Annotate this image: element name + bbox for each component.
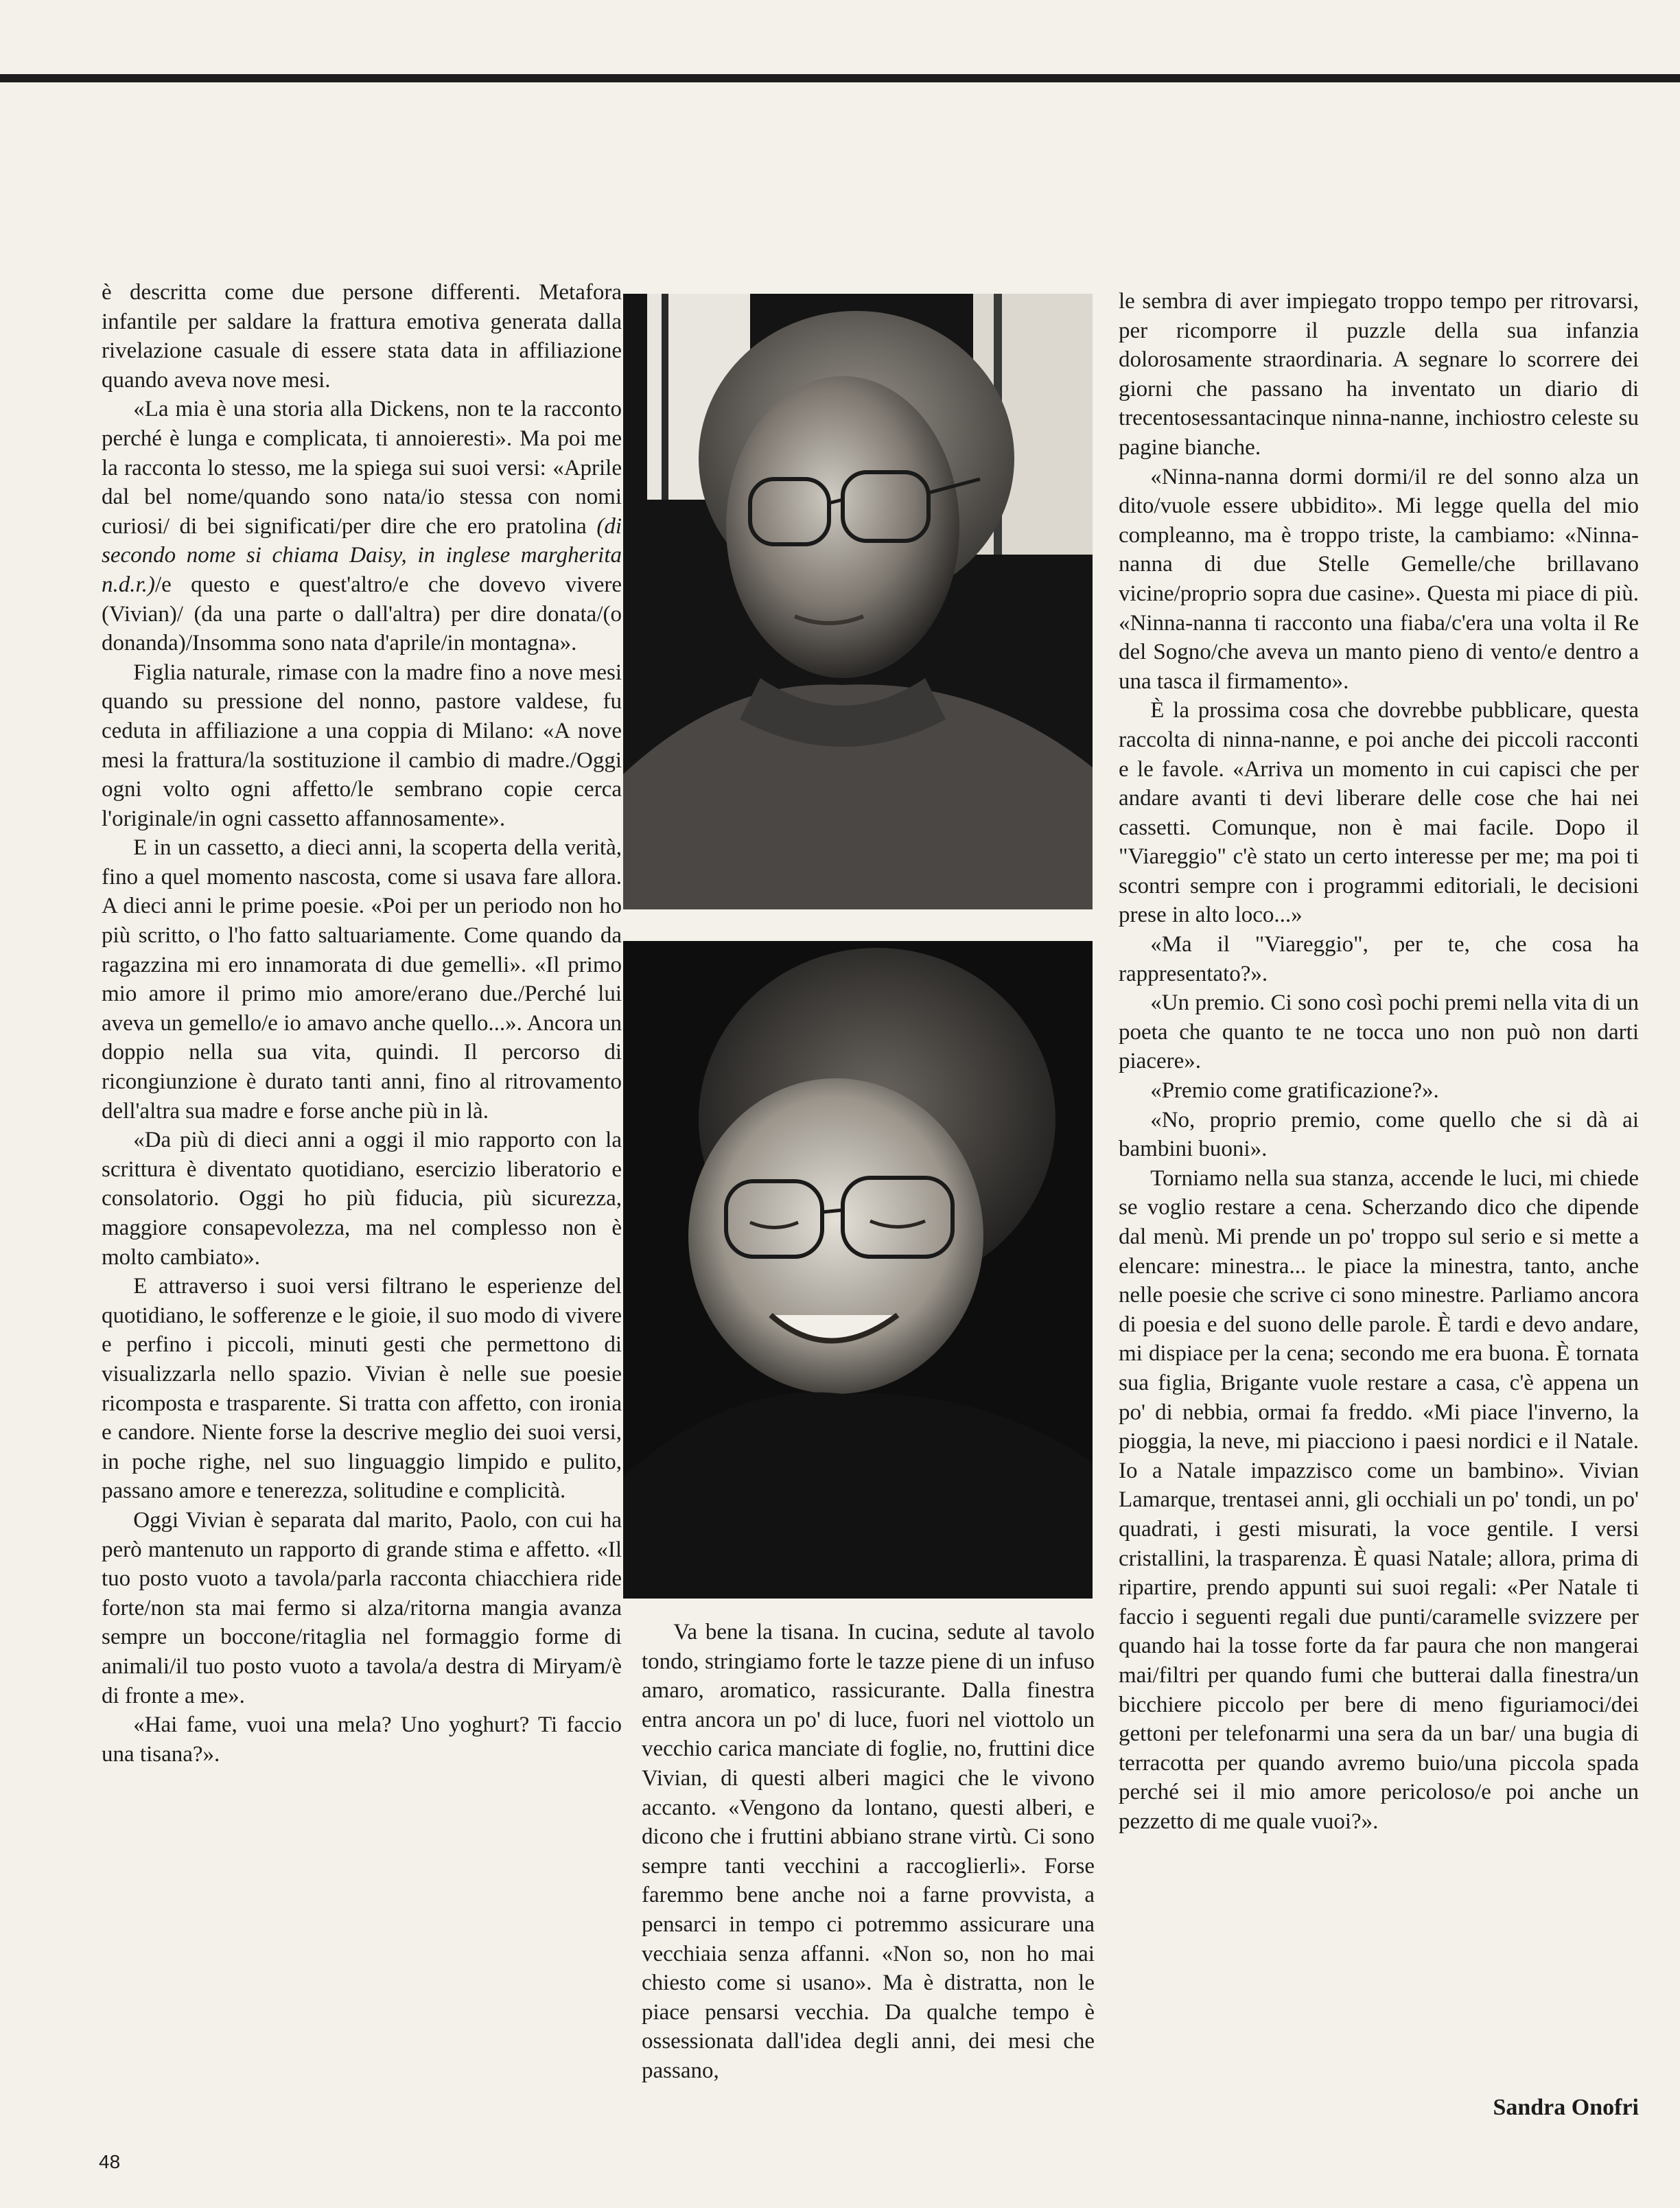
- paragraph: È la prossima cosa che dovrebbe pubblicare, questa raccolta di ninna-nanne, e poi anche dei piccoli racconti e le favole. «Arriva un momento in cui capisci che per andare avanti ti devi liberare delle cose che hai nei cassetti. Comunque, non è mai facile. Dopo il "Viareggio" c'è stato un certo interesse per me; ma poi ti scontri sempre con i programmi editoriali, le decisioni prese in alto loco...»: [1119, 698, 1639, 928]
- article-column-right: [1119, 287, 1639, 1836]
- article-column-middle: [642, 1618, 1095, 2086]
- paragraph: è descritta come due persone differenti. Metafora infantile per saldare la frattura emotiva generata dalla rivelazione casuale di essere stata data in affiliazione quando aveva nove mesi.: [102, 280, 622, 393]
- paragraph: le sembra di aver impiegato troppo tempo per ritrovarsi, per ricomporre il puzzle della sua infanzia dolorosamente straordinaria. A segnare lo scorrere dei giorni che passano ha inventato un diario di trecentosessantacinque ninna-nanne, inchiostro celeste su pagine bianche.: [1119, 289, 1639, 460]
- author-signature: Sandra Onofri: [1493, 2095, 1639, 2120]
- paragraph: E attraverso i suoi versi filtrano le esperienze del quotidiano, le sofferenze e le gioie, il suo modo di vivere e perfino i piccoli, minuti gesti che permettono di visualizzarla nello spazio. Vivian è nelle sue poesie ricomposta e trasparente. Si tratta con affetto, con ironia e candore. Niente forse la descrive meglio dei suoi versi, in poche righe, nel suo linguaggio limpido e pulito, passano amore e tenerezza, solitudine e complicità.: [102, 1274, 622, 1504]
- paragraph: «Premio come gratificazione?».: [1150, 1078, 1439, 1104]
- editor-note: (di secondo nome si chiama Daisy, in inglese margherita n.d.r.): [102, 513, 622, 597]
- paragraph: «Ninna-nanna dormi dormi/il re del sonno alza un dito/vuole essere ubbidito». Mi legge quella del mio compleanno, ma è troppo triste, la cambiamo: «Ninna-nanna di due Stelle Gemelle/che brillavano vicine/proprio sopra due casine». Questa mi piace di più. «Ninna-nanna ti racconto una fiaba/c'era una volta il Re del Sogno/che aveva un manto pieno di vento/e dentro a una tasca il firmamento».: [1119, 464, 1639, 694]
- paragraph: E in un cassetto, a dieci anni, la scoperta della verità, fino a quel momento nascosta, come si usava fare allora. A dieci anni le prime poesie. «Poi per un periodo non ho più scritto, o l'ho fatto saltuariamente. Come quando da ragazzina mi ero innamorata di due gemelli». «Il primo mio amore il primo mio amore/erano due./Perché lui aveva un gemello/e io amavo anche quello...». Ancora un doppio nella sua vita, quindi. Il percorso di ricongiunzione è durato tanti anni, fino al ritrovamento dell'altra sua madre e forse anche più in là.: [102, 835, 622, 1124]
- paragraph: «Hai fame, vuoi una mela? Uno yoghurt? Ti faccio una tisana?».: [102, 1712, 622, 1767]
- paragraph: Oggi Vivian è separata dal marito, Paolo, con cui ha però mantenuto un rapporto di grande stima e affetto. «Il tuo posto vuoto a tavola/parla racconta chiacchiera ride forte/non sta mai fermo si alza/ritorna mangia avanza sempre un boccone/ritaglia nel formaggio forme di animali/il tuo posto vuoto a tavola/a destra di Miryam/è di fronte a me».: [102, 1507, 622, 1708]
- paragraph: Va bene la tisana. In cucina, sedute al tavolo tondo, stringiamo forte le tazze piene di un infuso amaro, aromatico, rassicurante. Dalla finestra entra ancora un po' di luce, fuori nel viottolo un vecchio carica manciate di foglie, no, fruttini dice Vivian, di questi alberi magici che le vivono accanto. «Vengono da lontano, questi alberi, e dicono che i fruttini abbiano strane virtù. Ci sono sempre tanti vecchini a raccoglierli». Forse faremmo bene anche noi a farne provvista, a pensarci in tempo ci potremmo assicurare una vecchiaia senza affanni. «Non so, non ho mai chiesto come si usano». Ma è distratta, non le piace pensarsi vecchia. Da qualche tempo è ossessionata dall'idea degli anni, dei mesi che passano,: [642, 1620, 1095, 2083]
- top-rule: [0, 74, 1680, 82]
- paragraph: Figlia naturale, rimase con la madre fino a nove mesi quando su pressione del nonno, pastore valdese, fu ceduta in affiliazione a una coppia di Milano: «A nove mesi la frattura/la sostituzione il cambio di madre./Oggi ogni volto ogni affetto/le sembrano copie cerca l'originale/in ogni cassetto affannosamente».: [102, 660, 622, 831]
- paragraph: «Un premio. Ci sono così pochi premi nella vita di un poeta che quanto te ne tocca uno non può non darti piacere».: [1119, 990, 1639, 1074]
- paragraph: «Ma il "Viareggio", per te, che cosa ha rappresentato?».: [1119, 932, 1639, 986]
- paragraph: «No, proprio premio, come quello che si dà ai bambini buoni».: [1119, 1107, 1639, 1162]
- photo-portrait-smiling: [623, 941, 1093, 1599]
- paragraph: «Da più di dieci anni a oggi il mio rapporto con la scrittura è diventato quotidiano, esercizio liberatorio e consolatorio. Oggi ho più fiducia, più sicurezza, maggiore consapevolezza, ma nel complesso non è molto cambiato».: [102, 1128, 622, 1270]
- photo-portrait-window: [623, 294, 1093, 909]
- paragraph: «La mia è una storia alla Dickens, non te la racconto perché è lunga e complicata, ti annoieresti». Ma poi me la racconta lo stesso, me la spiega sui suoi versi: «Aprile dal bel nome/quando sono nata/io stessa con nomi curiosi/ di bei significati/per dire che ero pratolina (di secondo nome si chiama Daisy, in inglese margherita n.d.r.)/e questo e quest'altro/e che dovevo vivere (Vivian)/ (da una parte o dall'altra) per dire donata/(o donanda)/Insomma sono nata d'aprile/in montagna».: [102, 397, 622, 656]
- article-column-left: [102, 278, 622, 1769]
- page-number: 48: [99, 2151, 121, 2172]
- paragraph: Torniamo nella sua stanza, accende le luci, mi chiede se voglio restare a cena. Scherzando dico che dipende dal menù. Mi prende un po' troppo sul serio e si mette a elencare: minestra... le piace la minestra, tanto, anche nelle poesie che scrive ci sono minestre. Parliamo ancora di poesia e del suono delle parole. È tardi e devo andare, mi dispiace per la cena; secondo me era buona. È tornata sua figlia, Brigante vuole restare a casa, c'è appena un po' di nebbia, ormai fa freddo. «Mi piace l'inverno, la pioggia, la neve, mi piacciono i paesi nordici e il Natale. Io a Natale impazzisco come un bambino». Vivian Lamarque, trentasei anni, gli occhiali un po' tondi, un po' quadrati, i gesti misurati, la voce gentile. I versi cristallini, la trasparenza. È quasi Natale; allora, prima di ripartire, prendo appunti sui suoi regali: «Per Natale ti faccio i seguenti regali due punti/caramelle svizzere per quando hai la tosse forte da far paura che non mangerai mai/filtri per quando fumi che butterai dalla finestra/un bicchiere piccolo per bere di meno figuriamoci/dei gettoni per telefonarmi una sera da un bar/ una bugia di terracotta per quando avremo buio/una piccola spada perché sei il mio amore pericoloso/e poi anche un pezzetto di me quale vuoi?».: [1119, 1165, 1639, 1834]
